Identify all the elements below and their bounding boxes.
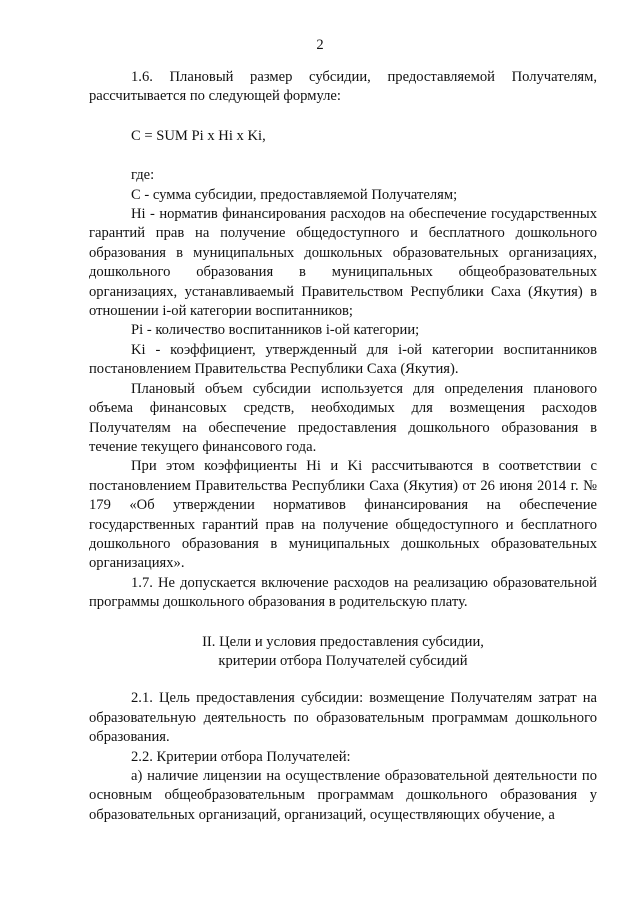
document-body <box>89 68 597 825</box>
formula: C = SUM Pi x Hi x Ki, <box>131 127 266 144</box>
definition-c: C - сумма субсидии, предоставляемой Получателям; <box>131 186 458 203</box>
definition-ki: Ki - коэффициент, утвержденный для i-ой категории воспитанников постановлением Правительства Республики Саха (Якутия). <box>89 341 597 378</box>
paragraph-2-2: 2.2. Критерии отбора Получателей: <box>131 748 351 765</box>
where-label: где: <box>131 167 155 184</box>
section-2-heading-line-2: критерии отбора Получателей субсидий <box>218 652 468 669</box>
section-2-heading <box>89 633 597 672</box>
paragraph-1-7: 1.7. Не допускается включение расходов на реализацию образовательной программы дошкольного образования в родительскую плату. <box>89 574 597 611</box>
section-2-heading-line-1: II. Цели и условия предоставления субсидии, <box>202 633 484 650</box>
paragraph-2-2-a: а) наличие лицензии на осуществление образовательной деятельности по основным общеобразовательным программам дошкольного образования у образовательных организаций, организаций, осуществляющих обучение, а <box>89 768 597 823</box>
paragraph-plan-volume: Плановый объем субсидии используется для определения планового объема финансовых средств, необходимых для возмещения расходов Получателям на обеспечение предоставления дошкольного образования в течение текущего финансового года. <box>89 380 597 455</box>
definition-hi: Hi - норматив финансирования расходов на обеспечение государственных гарантий прав на получение общедоступного и бесплатного дошкольного образования в муниципальных дошкольных образовательных организациях, дошкольного образования в муниципальных общеобразовательных организациях, устанавливаемый Правительством Республики Саха (Якутия) в отношении i-ой категории воспитанников; <box>89 206 597 320</box>
paragraph-2-1: 2.1. Цель предоставления субсидии: возмещение Получателям затрат на образовательную деятельность по образовательным программам дошкольного образования. <box>89 690 597 746</box>
paragraph-coefficients: При этом коэффициенты Hi и Ki рассчитываются в соответствии с постановлением Правительства Республики Саха (Якутия) от 26 июня 2014 г. № 179 «Об утверждении нормативов финансирования на обеспечение государственных гарантий прав на получение общедоступного и бесплатного дошкольного образования в муниципальных дошкольных образовательных организациях». <box>89 458 597 572</box>
paragraph-1-6: 1.6. Плановый размер субсидии, предоставляемой Получателям, рассчитывается по следующей формуле: <box>89 69 597 105</box>
definition-pi: Pi - количество воспитанников i-ой категории; <box>131 322 420 339</box>
page-number: 2 <box>316 37 324 53</box>
